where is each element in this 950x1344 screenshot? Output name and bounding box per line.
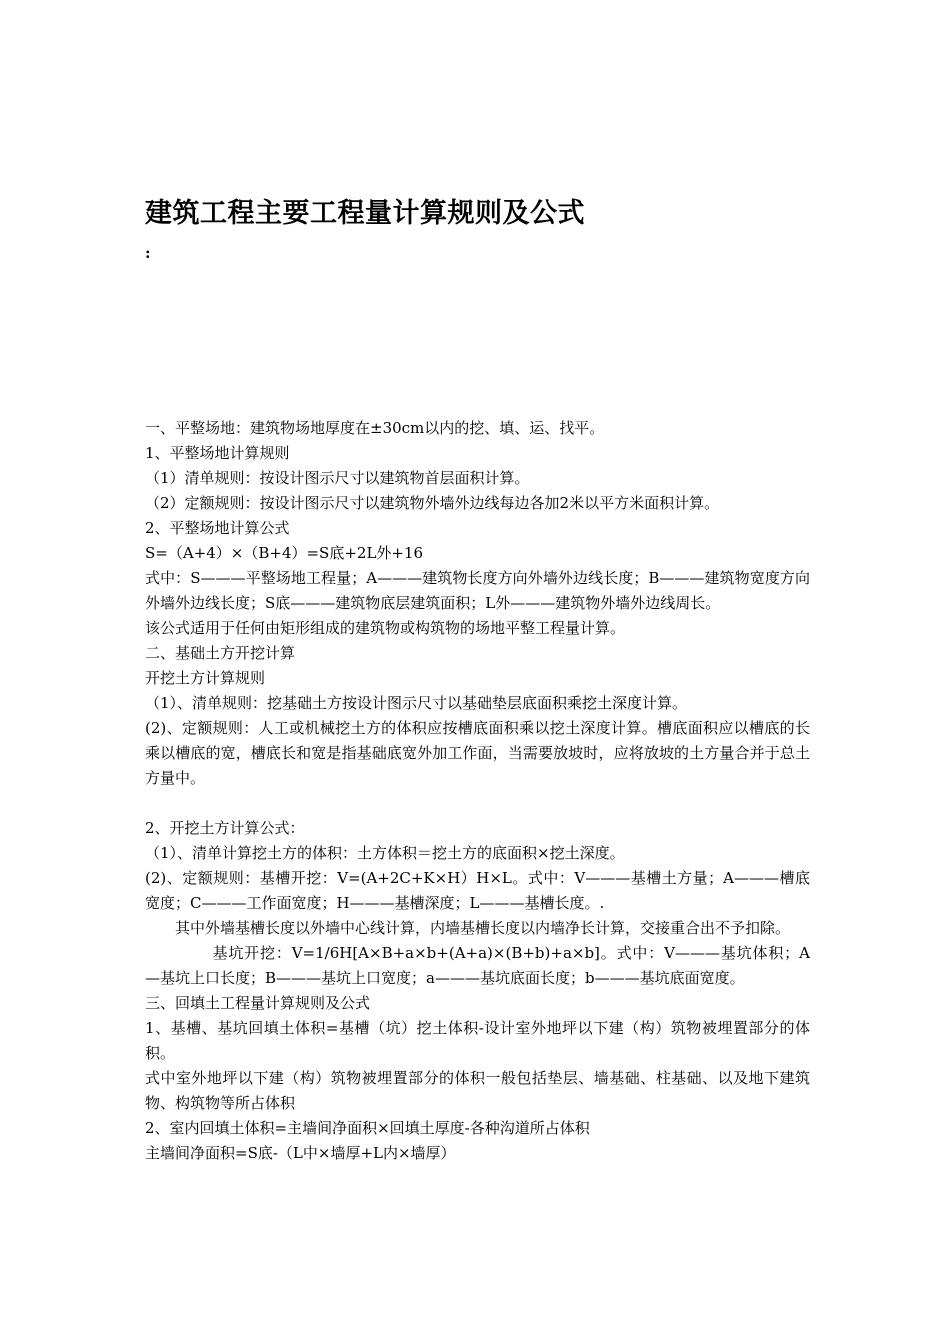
paragraph: （2）定额规则：按设计图示尺寸以建筑物外墙外边线每边各加2米以平方米面积计算。 — [145, 494, 720, 512]
paragraph: 一、平整场地：建筑物场地厚度在±30cm以内的挖、填、运、找平。 — [145, 419, 605, 437]
paragraph: 2、开挖土方计算公式： — [145, 819, 305, 837]
paragraph: 式中室外地坪以下建（构）筑物被埋置部分的体积一般包括垫层、墙基础、柱基础、以及地下建筑物、构筑物等所占体积 — [145, 1069, 810, 1112]
paragraph: 主墙间净面积=S底-（L中×墙厚+L内×墙厚） — [145, 1144, 456, 1162]
paragraph: 该公式适用于任何由矩形组成的建筑物或构筑物的场地平整工程量计算。 — [145, 619, 626, 637]
paragraph: 2、平整场地计算公式 — [145, 519, 290, 537]
paragraph: 其中外墙基槽长度以外墙中心线计算，内墙基槽长度以内墙净长计算，交接重合出不予扣除。 — [175, 919, 791, 937]
paragraph: （1）清单规则：按设计图示尺寸以建筑物首层面积计算。 — [145, 469, 530, 487]
paragraph: 开挖土方计算规则 — [145, 669, 266, 687]
paragraph: 1、平整场地计算规则 — [145, 444, 290, 462]
paragraph: 二、基础土方开挖计算 — [145, 644, 296, 662]
paragraph: 式中：S———平整场地工程量；A———建筑物长度方向外墙外边线长度；B———建筑物宽度方向外墙外边线长度；S底———建筑物底层建筑面积；L外———建筑物外墙外边线周长。 — [145, 569, 810, 612]
paragraph: 2、室内回填土体积=主墙间净面积×回填土厚度-各种沟道所占体积 — [145, 1119, 590, 1137]
paragraph: （1）、清单规则：挖基础土方按设计图示尺寸以基础垫层底面积乘挖土深度计算。 — [145, 694, 688, 712]
paragraph: (2)、定额规则：人工或机械挖土方的体积应按槽底面积乘以挖土深度计算。槽底面积应以槽底的长乘以槽底的宽，槽底长和宽是指基础底宽外加工作面，当需要放坡时，应将放坡的土方量合并于总土方量中。 — [145, 719, 810, 787]
document-title: 建筑工程主要工程量计算规则及公式 — [145, 198, 585, 230]
paragraph: 三、回填土工程量计算规则及公式 — [145, 994, 371, 1012]
subtitle-mark: : — [145, 244, 151, 262]
paragraph: 1、基槽、基坑回填土体积=基槽（坑）挖土体积-设计室外地坪以下建（构）筑物被埋置部分的体积。 — [145, 1019, 810, 1062]
paragraph: （1）、清单计算挖土方的体积：土方体积＝挖土方的底面积×挖土深度。 — [145, 844, 625, 862]
document-body — [145, 416, 810, 1166]
paragraph: 基坑开挖：V=1/6H[A×B+a×b+(A+a)×(B+b)+a×b]。式中：V———基坑体积；A—基坑上口长度；B———基坑上口宽度；a———基坑底面长度；b———基坑底面宽度。 — [145, 944, 810, 987]
paragraph: (2)、定额规则：基槽开挖：V=(A+2C+K×H）H×L。式中：V———基槽土方量；A———槽底宽度；C———工作面宽度；H———基槽深度；L———基槽长度。. — [145, 869, 810, 912]
paragraph: S=（A+4）×（B+4）=S底+2L外+16 — [145, 544, 424, 562]
blank-line — [145, 791, 810, 816]
document-page — [145, 0, 810, 1344]
